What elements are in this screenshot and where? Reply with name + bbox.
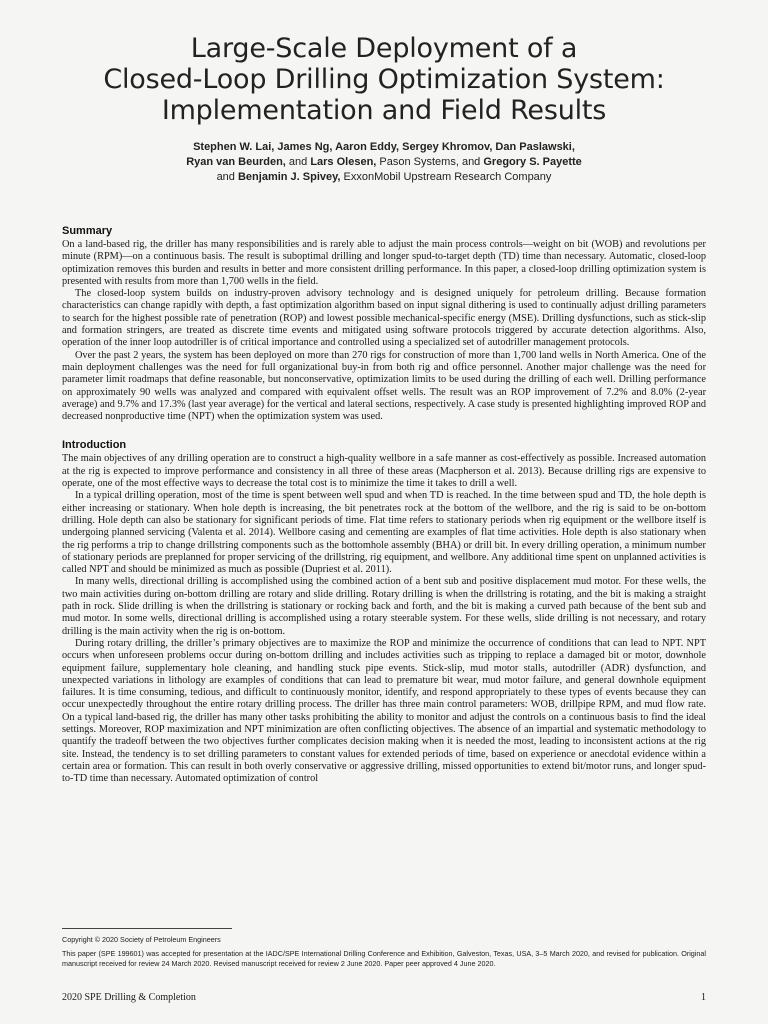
copyright-notice: Copyright © 2020 Society of Petroleum Engineers	[62, 935, 221, 944]
introduction-heading: Introduction	[62, 439, 127, 452]
introduction-paragraph: In many wells, directional drilling is accomplished using the combined action of a bent sub and positive displacement mud motor. For these wells, the two main activities during on-bottom drilling are rotary and slide drilling. Rotary drilling is when the drillstring is rotating, and the bit is making a straight path in rock. Slide drilling is when the drillstring is stationary or rocking back and forth, and the bit is making a curved path because of the bent sub and mud motor. In some wells, directional drilling is accomplished using a rotary steerable system. For these wells, slide drilling is not necessary, and rotary drilling is the main activity when the rig is on-bottom.	[62, 576, 706, 637]
author-line-1	[62, 140, 706, 155]
author-conjunction: and	[285, 156, 311, 168]
page-number: 1	[701, 992, 706, 1003]
title-line: Closed-Loop Drilling Optimization System:	[103, 64, 665, 95]
author-affiliation: Pason Systems, and	[376, 156, 484, 168]
summary-paragraph: On a land-based rig, the driller has many responsibilities and is rarely able to adjust the main process controls—weight on bit (WOB) and revolutions per minute (RPM)—on a continuous basis. The result is suboptimal drilling and longer spud-to-target depth (TD) time than necessary. Automatic, closed-loop optimization removes this burden and results in better and more consistent drilling performance. In this paper, a closed-loop drilling optimization system is presented with results from more than 1,700 wells in the field.	[62, 239, 706, 287]
author-line-3	[62, 170, 706, 185]
author-names: Lars Olesen,	[310, 156, 377, 168]
journal-name: 2020 SPE Drilling & Completion	[62, 992, 196, 1003]
author-names: Ryan van Beurden,	[186, 156, 286, 168]
author-affiliation: ExxonMobil Upstream Research Company	[340, 171, 552, 183]
introduction-paragraph: In a typical drilling operation, most of the time is spent between well spud and when TD is reached. In the time between spud and TD, the hole depth is either increasing or stationary. When hole depth is increasing, the bit penetrates rock at the bottom of the wellbore, and the rig is said to be on-bottom drilling. Hole depth can also be stationary for significant periods of time. Flat time refers to stationary periods when rig equipment or the wellbore itself is undergoing planned servicing (Valenta et al. 2014). Wellbore casing and cementing are examples of flat time activities. Hole depth is also stationary when the rig performs a trip to change drillstring components such as the bottomhole assembly (BHA) or drill bit. In every drilling operation, a minimum number of stationary periods are preplanned for proper servicing of the drillstring, rig equipment, and wellbore. Any additional time spent on unplanned activities is called NPT and should be minimized as much as possible (Dupriest et al. 2011).	[62, 490, 706, 576]
author-names: Benjamin J. Spivey,	[237, 171, 341, 183]
author-names: Stephen W. Lai, James Ng, Aaron Eddy, Sergey Khromov, Dan Paslawski,	[193, 141, 575, 153]
footnotes	[62, 935, 706, 973]
footnote-divider	[62, 928, 232, 929]
manuscript-note: This paper (SPE 199601) was accepted for presentation at the IADC/SPE International Drilling Conference and Exhibition, Galveston, Texas, USA, 3–5 March 2020, and revised for publication. Original manuscript received for review 24 March 2020. Revised manuscript received for review 2 June 2020. Paper peer approved 4 June 2020.	[62, 949, 706, 968]
summary-paragraph: Over the past 2 years, the system has been deployed on more than 270 rigs for construction of more than 1,700 land wells in North America. One of the main deployment challenges was the need for full organizational buy-in from both rig and office personnel. Another major challenge was the need for parameter limit roadmaps that define reasonable, but nonconservative, optimization limits to be used during the drilling of each well. Drilling performance on approximately 90 wells was analyzed and compared with equivalent offset wells. The result was an ROP improvement of 7.2% and 8.0% (2-year average) and 9.7% and 17.3% (last year average) for the vertical and lateral sections, respectively. A case study is presented highlighting improved ROP and decreased nonproductive time (NPT) when the optimization system was used.	[62, 349, 706, 423]
paper-title	[62, 0, 706, 126]
summary-heading: Summary	[62, 225, 113, 237]
introduction-paragraph: The main objectives of any drilling operation are to construct a high-quality wellbore in a safe manner as cost-effectively as possible. Increased automation at the rig is expected to improve performance and consistency in all three of these areas (Macpherson et al. 2013). Because drilling rigs are expensive to operate, one of the most effective ways to decrease the total cost is to minimize the time it takes to drill a well.	[62, 453, 706, 490]
title-line: Implementation and Field Results	[161, 95, 607, 126]
summary-paragraph: The closed-loop system builds on industry-proven advisory technology and is designed uniquely for petroleum drilling. Because formation characteristics can change rapidly with depth, a fast optimization algorithm based on input signal dithering is used to continually adjust drilling parameters to search for the highest possible rate of penetration (ROP) and lowest possible mechanical-specific energy (MSE). Drilling dysfunctions, such as stick-slip and formation stringers, are treated as discrete time events and mitigated using software protocols triggered by accurate detection algorithms. Also, operation of the inner loop autodriller is of critical importance and controlled using a specialized set of autodriller management protocols.	[62, 288, 706, 349]
author-names: Gregory S. Payette	[483, 156, 582, 168]
title-line: Large-Scale Deployment of a	[190, 33, 578, 64]
author-line-2	[62, 155, 706, 170]
introduction-paragraph: During rotary drilling, the driller’s primary objectives are to maximize the ROP and minimize the occurrence of conditions that can lead to NPT. NPT occurs when unforeseen problems occur during on-bottom drilling and includes activities such as tripping to replace a damaged bit or motor, downhole equipment failure, supplementary hole cleaning, and handling stuck pipe events. Stick-slip, mud motor stalls, autodriller (ADR) dysfunction, and unexpected variations in lithology are examples of conditions that can lead to premature bit wear, mud motor failure, and general downhole equipment failures. It is time consuming, tedious, and difficult to continuously monitor, identify, and respond appropriately to these types of events because they can occur unexpectedly throughout the entire rotary drilling process. The driller has three main control parameters: WOB, drillpipe RPM, and mud flow rate. On a typical land-based rig, the driller has many other tasks prohibiting the ability to monitor and adjust the controls on a continuous basis to find the ideal settings. Moreover, ROP maximization and NPT minimization are often conflicting objectives. The absence of an impartial and systematic methodology to quantify the tradeoff between the two objectives further complicates decision making when it is needed the most, leading to inconsistent actions at the rig site. Instead, the tendency is to set drilling parameters to constant values for extended periods of time, based on experience or anecdotal evidence within a certain area or formation. This can result in both overly conservative or aggressive drilling, missed opportunities to extend bit/motor runs, and longer spud-to-TD time than necessary. Automated optimization of control	[62, 637, 706, 785]
page-footer	[62, 992, 706, 1003]
author-conjunction: and	[216, 171, 238, 183]
author-block	[62, 140, 706, 185]
